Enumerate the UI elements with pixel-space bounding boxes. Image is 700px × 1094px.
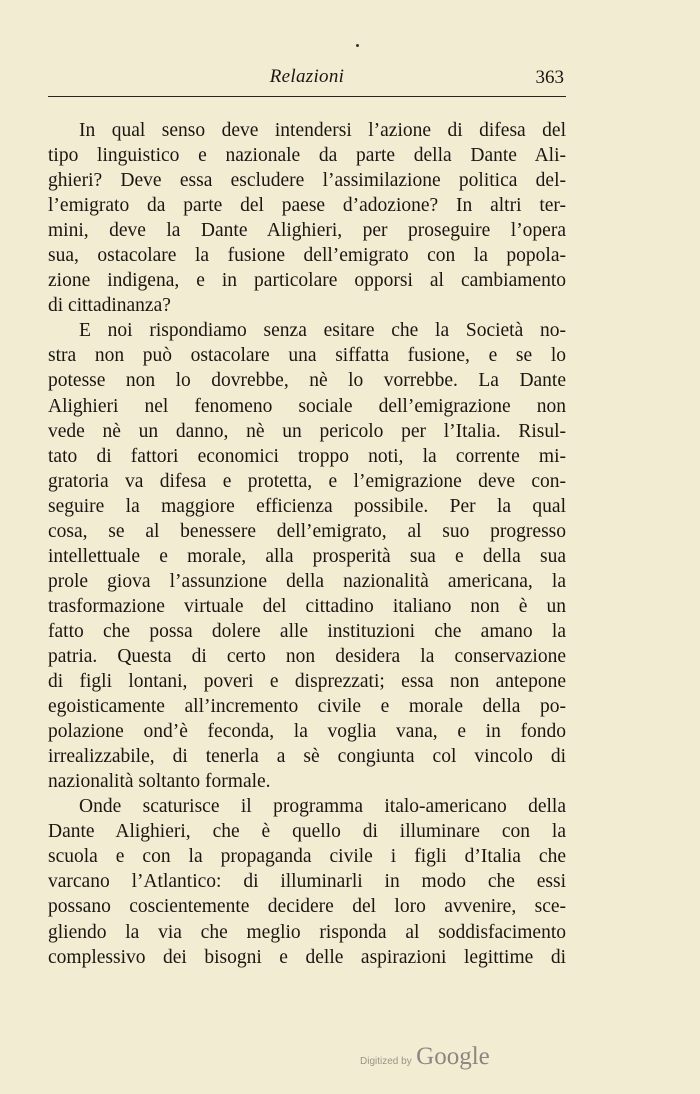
text-line: Onde scaturisce il programma italo-americano della (79, 796, 566, 818)
text-line: tipo linguistico e nazionale da parte della Dante Ali- (48, 145, 566, 167)
paragraph (48, 318, 566, 794)
text-line: intellettuale e morale, alla prosperità sua e della sua (48, 545, 566, 567)
text-line: nazionalità soltanto formale. (48, 771, 271, 793)
text-line: vede nè un danno, nè un pericolo per l’Italia. Risul- (48, 420, 566, 442)
page-number: 363 (535, 67, 564, 88)
text-line: possano coscientemente decidere del loro avvenire, sce- (48, 896, 566, 918)
text-line: ghieri? Deve essa escludere l’assimilazione politica del- (48, 170, 566, 192)
text-line: potesse non lo dovrebbe, nè lo vorrebbe. La Dante (48, 370, 566, 392)
text-line: cosa, se al benessere dell’emigrato, al suo progresso (48, 520, 566, 542)
text-line: Alighieri nel fenomeno sociale dell’emigrazione non (48, 395, 566, 417)
text-line: stra non può ostacolare una siffatta fusione, e se lo (48, 345, 566, 367)
text-line: E noi rispondiamo senza esitare che la Società no- (79, 320, 566, 342)
text-line: prole giova l’assunzione della nazionalità americana, la (48, 570, 566, 592)
text-line: scuola e con la propaganda civile i figli d’Italia che (48, 846, 566, 868)
running-title: Relazioni (269, 66, 345, 87)
print-speck (356, 44, 359, 47)
text-line: Dante Alighieri, che è quello di illuminare con la (48, 821, 566, 843)
text-line: sua, ostacolare la fusione dell’emigrato con la popola- (48, 245, 566, 267)
text-line: trasformazione virtuale del cittadino italiano non è un (48, 595, 566, 617)
text-line: tato di fattori economici troppo noti, la corrente mi- (48, 445, 566, 467)
running-header (48, 60, 566, 97)
paragraph (48, 794, 566, 969)
text-line: gliendo la via che meglio risponda al soddisfacimento (48, 921, 566, 943)
text-line: irrealizzabile, di tenerla a sè congiunta col vincolo di (48, 746, 566, 768)
text-line: In qual senso deve intendersi l’azione di difesa del (79, 120, 566, 141)
body-text (48, 118, 566, 970)
text-line: di figli lontani, poveri e disprezzati; essa non antepone (48, 671, 566, 693)
text-line: fatto che possa dolere alle instituzioni che amano la (48, 620, 566, 642)
text-line: egoisticamente all’incremento civile e morale della po- (48, 696, 566, 718)
text-line: zione indigena, e in particolare opporsi al cambiamento (48, 270, 566, 292)
text-line: varcano l’Atlantico: di illuminarli in modo che essi (48, 871, 566, 893)
paragraph (48, 118, 566, 318)
text-line: di cittadinanza? (48, 295, 171, 317)
google-logo: Google (416, 1043, 490, 1070)
digitization-watermark (360, 1043, 490, 1071)
text-line: l’emigrato da parte del paese d’adozione? In altri ter- (48, 195, 566, 217)
text-line: seguire la maggiore efficienza possibile. Per la qual (48, 495, 566, 517)
text-line: mini, deve la Dante Alighieri, per proseguire l’opera (48, 220, 566, 242)
watermark-prefix: Digitized by (360, 1056, 412, 1067)
text-line: patria. Questa di certo non desidera la conservazione (48, 645, 566, 667)
text-line: polazione ond’è feconda, la voglia vana, e in fondo (48, 721, 566, 743)
text-line: gratoria va difesa e protetta, e l’emigrazione deve con- (48, 470, 566, 492)
text-line: complessivo dei bisogni e delle aspirazioni legittime di (48, 946, 566, 968)
